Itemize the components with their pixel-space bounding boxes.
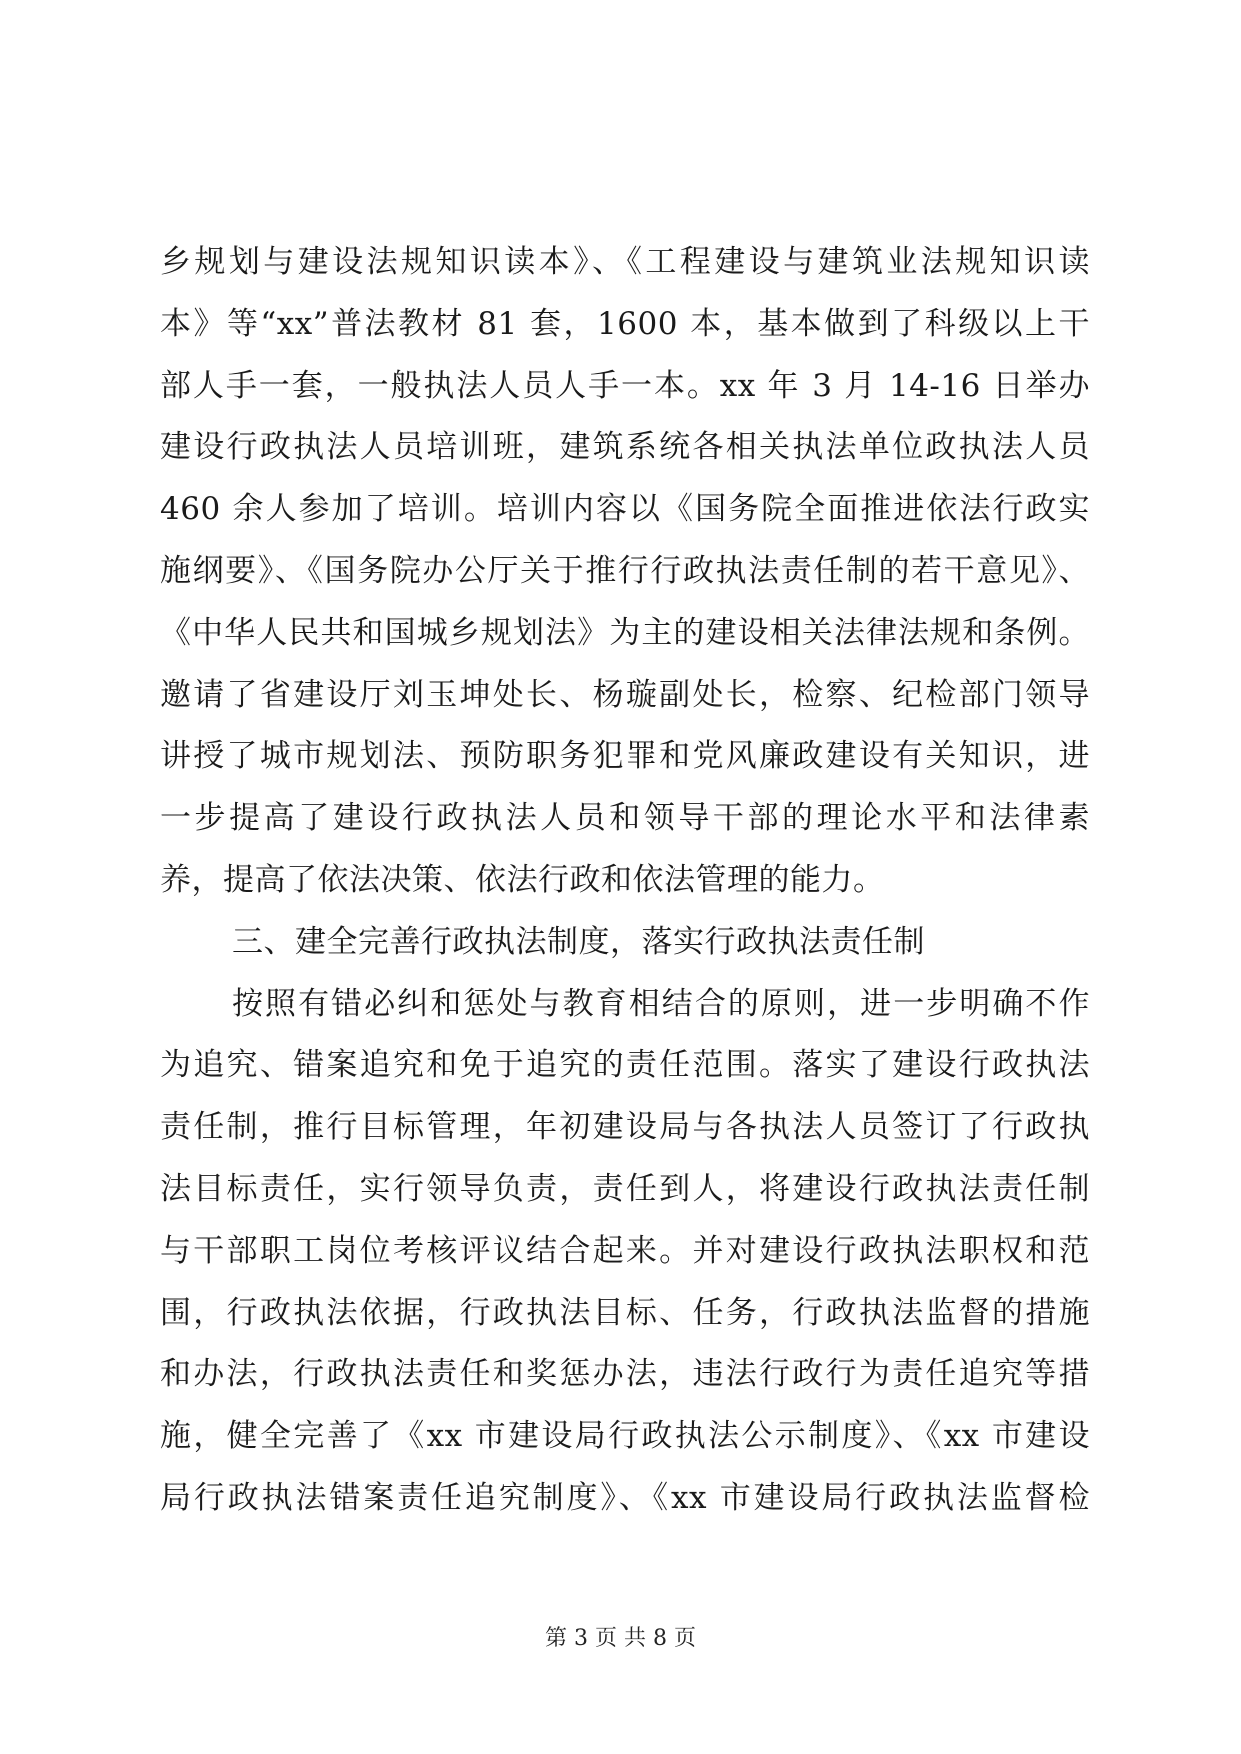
text-line-8: 邀请了省建设厅刘玉坤处长、杨璇副处长，检察、纪检部门领导 [160, 676, 1090, 713]
text-line-13: 按照有错必纠和惩处与教育相结合的原则，进一步明确不作 [232, 985, 1090, 1022]
text-line-1: 乡规划与建设法规知识读本》、《工程建设与建筑业法规知识读 [160, 244, 1090, 280]
text-line-17: 与干部职工岗位考核评议结合起来。并对建设行政执法职权和范 [160, 1232, 1090, 1269]
body-text [160, 232, 1090, 1530]
text-line-16: 法目标责任，实行领导负责，责任到人，将建设行政执法责任制 [160, 1170, 1090, 1207]
text-line-10: 一步提高了建设行政执法人员和领导干部的理论水平和法律素 [160, 800, 1090, 837]
page-number: 第 3 页 共 8 页 [545, 1626, 696, 1651]
text-line-21: 局行政执法错案责任追究制度》、《xx 市建设局行政执法监督检 [160, 1479, 1090, 1516]
text-line-15: 责任制，推行目标管理，年初建设局与各执法人员签订了行政执 [160, 1109, 1090, 1146]
section-heading: 三、建全完善行政执法制度，落实行政执法责任制 [232, 923, 925, 960]
text-line-20: 施，健全完善了《xx 市建设局行政执法公示制度》、《xx 市建设 [160, 1418, 1090, 1455]
text-line-7: 《中华人民共和国城乡规划法》为主的建设相关法律法规和条例。 [160, 614, 1090, 651]
text-line-2: 本》等“xx”普法教材 81 套，1600 本，基本做到了科级以上干 [160, 305, 1090, 342]
text-line-11: 养，提高了依法决策、依法行政和依法管理的能力。 [160, 861, 885, 898]
text-line-5: 460 余人参加了培训。培训内容以《国务院全面推进依法行政实 [160, 491, 1090, 528]
text-line-9: 讲授了城市规划法、预防职务犯罪和党风廉政建设有关知识，进 [160, 738, 1090, 775]
text-line-14: 为追究、错案追究和免于追究的责任范围。落实了建设行政执法 [160, 1047, 1090, 1084]
page-footer [0, 1624, 1241, 1654]
text-line-4: 建设行政执法人员培训班，建筑系统各相关执法单位政执法人员 [160, 429, 1090, 466]
text-line-18: 围，行政执法依据，行政执法目标、任务，行政执法监督的措施 [160, 1294, 1090, 1331]
text-line-6: 施纲要》、《国务院办公厅关于推行行政执法责任制的若干意见》、 [160, 552, 1090, 589]
text-line-3: 部人手一套，一般执法人员人手一本。xx 年 3 月 14-16 日举办 [160, 367, 1090, 404]
text-line-19: 和办法，行政执法责任和奖惩办法，违法行政行为责任追究等措 [160, 1356, 1090, 1393]
